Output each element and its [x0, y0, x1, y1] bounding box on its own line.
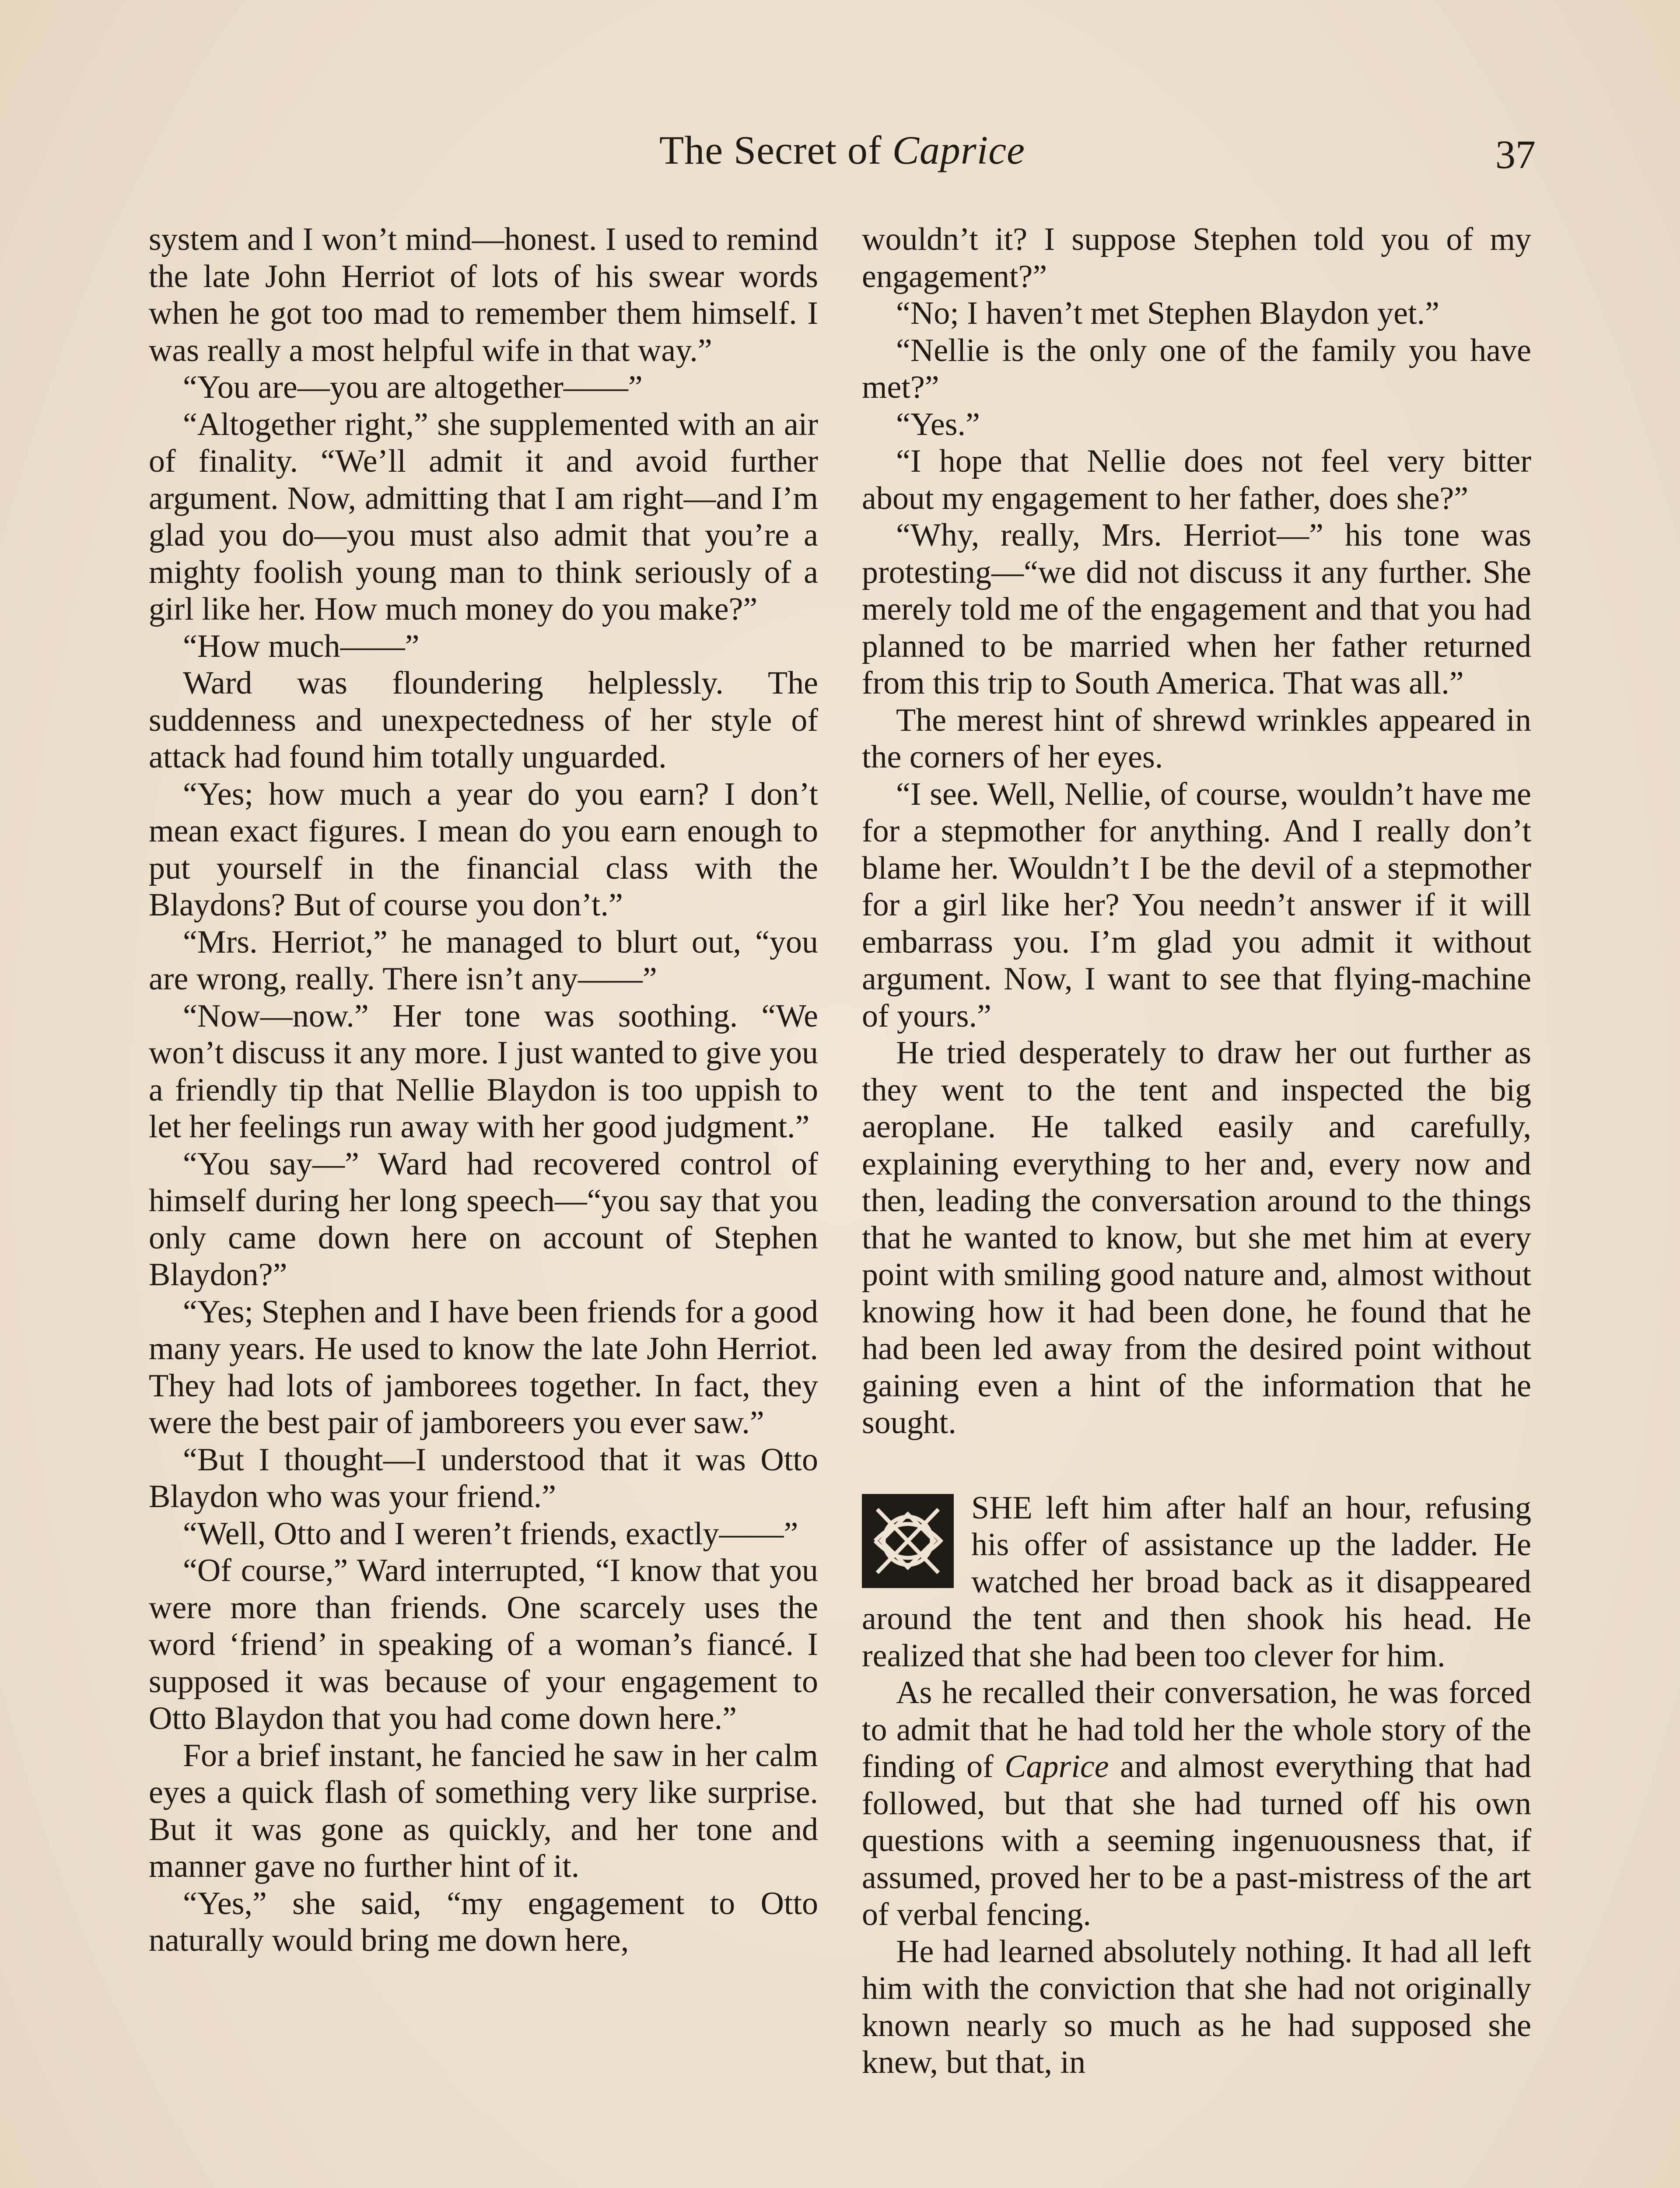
right-column-top — [862, 221, 1531, 1441]
text-run: As he recalled their conversation, he was forced to admit that he had told her the whole story of the finding of — [862, 1675, 1531, 1785]
paragraph: “Altogether right,” she supplemented with an air of finality. “We’ll admit it and avoid further argument. Now, admitting that I am right—and I’m glad you do—you must also admit that you’re a mighty foolish young man to think seriously of a girl like her. How much money do you make?” — [149, 406, 818, 627]
paragraph: “No; I haven’t met Stephen Blaydon yet.” — [896, 295, 1439, 331]
running-title — [149, 127, 1536, 173]
paragraph — [862, 1674, 1531, 1933]
paragraph: “Yes,” she said, “my engagement to Otto naturally would bring me down here, — [149, 1885, 818, 1958]
paragraph: “Well, Otto and I weren’t friends, exactly——” — [183, 1515, 798, 1552]
paragraph: “Yes; how much a year do you earn? I don’t mean exact figures. I mean do you earn enough to put yourself in the financial class with the Blaydons? But of course you don’t.” — [149, 776, 818, 923]
paragraph: “I hope that Nellie does not feel very bitter about my engagement to her father, does she?” — [862, 443, 1531, 516]
paragraph: system and I won’t mind—honest. I used to remind the late John Herriot of lots of his swear words when he got too mad to remember them himself. I was really a most helpful wife in that way.” — [149, 221, 818, 368]
paragraph: “You are—you are altogether——” — [183, 369, 643, 405]
paragraph: “Nellie is the only one of the family you have met?” — [862, 332, 1531, 405]
paragraph: “Why, really, Mrs. Herriot—” his tone was protesting—“we did not discuss it any further. She merely told me of the engagement and that you had planned to be married when her father returned from this trip to South America. That was all.” — [862, 517, 1531, 701]
celtic-knot-ornament-icon — [862, 1494, 954, 1588]
text-run: and almost everything that had followed, but that she had turned off his own questions with a seeming ingenuousness that, if assumed, proved her to be a past-mistress of the art of verbal fencing. — [862, 1749, 1531, 1932]
paragraph: He tried desperately to draw her out further as they went to the tent and inspected the big aeroplane. He talked easily and carefully, explaining everything to her and, every now and then, leading the conversation around to the things that he wanted to know, but she met him at every point with smiling good nature and, almost without knowing how it had been done, he found that he had been led away from the desired point without gaining even a hint of the information that he sought. — [862, 1035, 1531, 1441]
paragraph: “Yes.” — [896, 406, 980, 442]
paragraph: “I see. Well, Nellie, of course, wouldn’t have me for a stepmother for anything. And I really don’t blame her. Wouldn’t I be the devil of a stepmother for a girl like her? You needn’t answer if it will embarrass you. I’m glad you admit it without argument. Now, I want to see that flying-machine of yours.” — [862, 776, 1531, 1034]
paragraph: “How much——” — [183, 628, 420, 664]
right-column — [862, 221, 1531, 2081]
left-column — [149, 221, 818, 1959]
paragraph: “Now—now.” Her tone was soothing. “We won’t discuss it any more. I just wanted to give you a friendly tip that Nellie Blaydon is too uppish to let her feelings run away with her good judgment.” — [149, 998, 818, 1145]
paragraph: For a brief instant, he fancied he saw in her calm eyes a quick flash of something very like surprise. But it was gone as quickly, and her tone and manner gave no further hint of it. — [149, 1737, 818, 1884]
paragraph: “Of course,” Ward interrupted, “I know that you were more than friends. One scarcely uses the word ‘friend’ in speaking of a woman’s fiancé. I supposed it was because of your engagement to Otto Blaydon that you had come down here.” — [149, 1553, 818, 1736]
italic-title: Caprice — [1004, 1749, 1109, 1785]
title-prefix: The Secret of — [659, 128, 892, 172]
paragraph: Ward was floundering helplessly. The suddenness and unexpectedness of her style of attack had found him totally unguarded. — [149, 665, 818, 775]
running-header — [149, 127, 1536, 193]
paragraph: “Mrs. Herriot,” he managed to blurt out, “you are wrong, really. There isn’t any——” — [149, 924, 818, 997]
paragraph: wouldn’t it? I suppose Stephen told you of my engagement?” — [862, 221, 1531, 295]
section-paragraph — [862, 1490, 1531, 1675]
paragraph: He had learned absolutely nothing. It had all left him with the conviction that she had not originally known nearly so much as he had supposed she knew, but that, in — [862, 1933, 1531, 2080]
paragraph: “You say—” Ward had recovered control of himself during her long speech—“you say that you only came down here on account of Stephen Blaydon?” — [149, 1146, 818, 1293]
page-number: 37 — [1495, 132, 1536, 177]
paragraph: The merest hint of shrewd wrinkles appeared in the corners of her eyes. — [862, 702, 1531, 775]
paragraph: “Yes; Stephen and I have been friends for a good many years. He used to know the late John Herriot. They had lots of jamborees together. In fact, they were the best pair of jamboreers you ever saw.” — [149, 1294, 818, 1441]
section-text: SHE left him after half an hour, refusing his offer of assistance up the ladder. He watched her broad back as it disappeared around the tent and then shook his head. He realized that she had been too clever for him. — [862, 1490, 1531, 1674]
paragraph: “But I thought—I understood that it was Otto Blaydon who was your friend.” — [149, 1441, 818, 1515]
title-italic: Caprice — [892, 128, 1025, 172]
